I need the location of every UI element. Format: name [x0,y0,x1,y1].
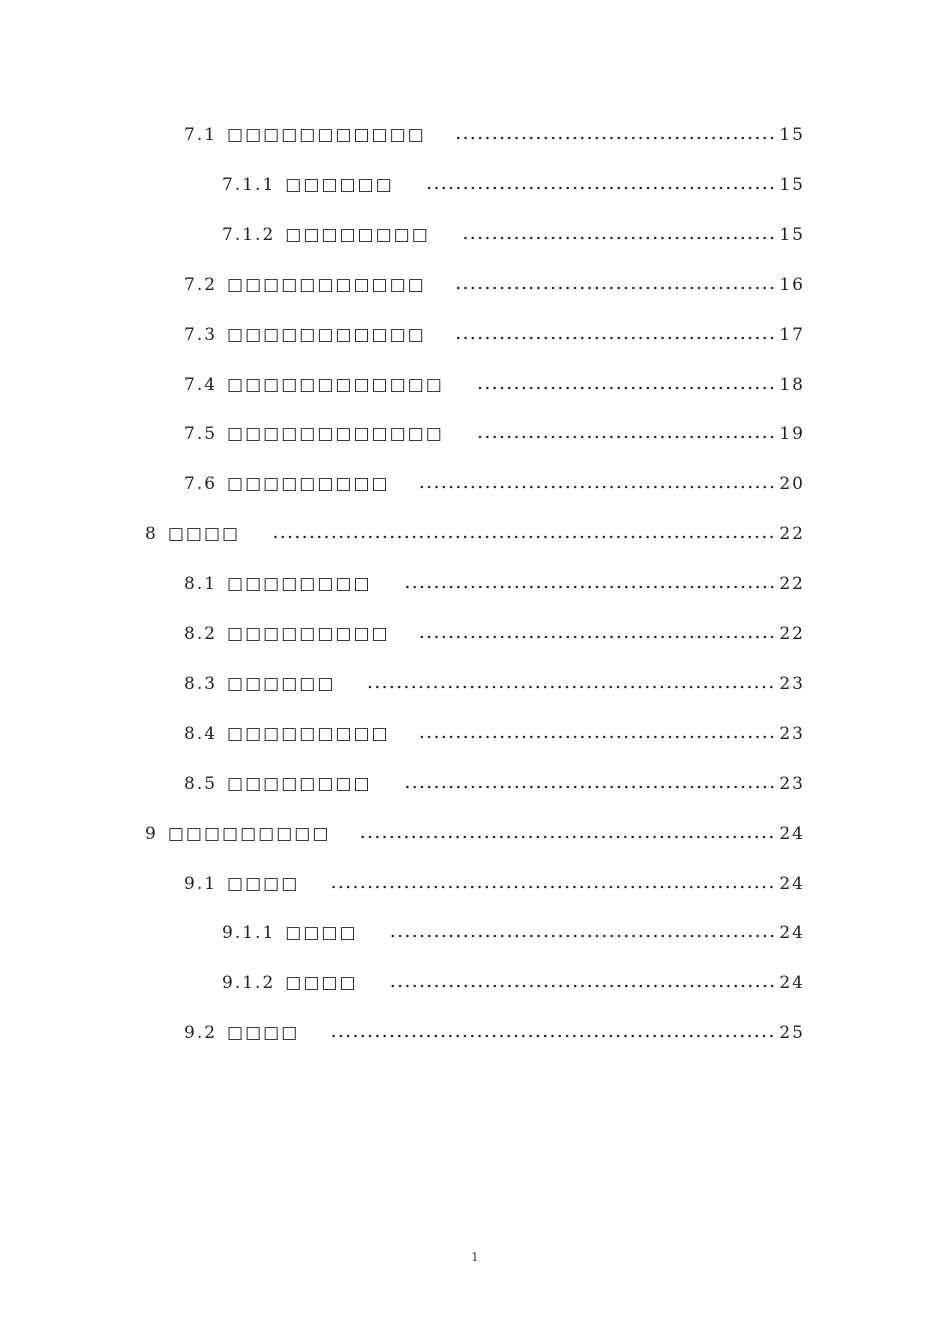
toc-entry[interactable] [184,322,805,348]
toc-entry-number: 7.3 [184,324,218,345]
toc-entry[interactable] [184,421,805,447]
toc-entry[interactable] [145,821,805,847]
toc-entry[interactable] [184,471,805,497]
toc-entry-page: 15 [779,125,805,145]
toc-entry[interactable] [222,920,805,946]
toc-entry-title: □□□□□□□□□□□ [227,324,426,345]
toc-entry-title: □□□□□□□□ [227,773,372,794]
toc-entry-title: □□□□□□□□□ [167,823,331,844]
dot-leader [474,386,776,390]
toc-entry-number: 7.6 [184,474,218,495]
toc-entry[interactable] [184,372,805,398]
dot-leader [456,286,776,290]
dot-leader [460,236,776,240]
toc-entry-title: □□□□□□□□□ [227,624,390,644]
toc-entry-title: □□□□□□□□□□□□ [227,374,444,395]
toc-entry-number: 8.5 [184,773,218,794]
dot-leader [388,984,776,988]
toc-entry-title: □□□□□□□□□□□ [227,274,426,295]
toc-entry-page: 22 [779,524,805,545]
toc-entry-number: 9.1 [184,873,218,894]
toc-entry-title: □□□□ [285,973,358,994]
toc-entry-title: □□□□□□□□ [227,574,372,595]
toc-entry-page: 22 [779,574,805,595]
page-number: 1 [471,1250,479,1264]
toc-entry[interactable] [184,272,805,298]
toc-entry-number: 8.3 [184,673,218,694]
dot-leader [402,585,776,589]
dot-leader [365,685,775,689]
toc-entry-page: 16 [779,274,805,295]
toc-entry-number: 7.1.1 [222,174,276,195]
toc-entry-page: 23 [779,723,805,744]
toc-entry[interactable] [184,871,805,897]
toc-entry-number: 8.2 [184,624,218,644]
toc-entry-page: 19 [779,424,805,445]
toc-entry-title: □□□□ [167,524,241,545]
toc-entry-page: 23 [779,773,805,794]
toc-entry-title: □□□□□□□□□□□ [227,125,426,145]
toc-entry-title: □□□□ [285,923,358,944]
toc-entry[interactable] [184,1020,805,1046]
toc-entry-page: 15 [779,174,805,195]
toc-entry-number: 8 [145,524,158,545]
dot-leader [388,934,776,938]
dot-leader [456,336,776,340]
toc-entry[interactable] [184,671,805,697]
toc-entry[interactable] [184,771,805,797]
toc-entry-number: 7.2 [184,274,218,295]
toc-entry[interactable] [184,122,805,148]
toc-entry-title: □□□□ [227,873,300,894]
toc-entry-page: 22 [779,624,805,644]
toc-entry-number: 8.4 [184,723,218,744]
dot-leader [424,186,776,190]
dot-leader [360,835,775,839]
toc-entry-title: □□□□□□□□□ [227,723,390,744]
toc-entry-title: □□□□□□□□□□□□ [227,424,444,445]
toc-entry-number: 9.1.2 [222,973,276,994]
toc-entry-page: 18 [779,374,805,395]
toc-entry-title: □□□□□□□□ [285,224,430,245]
toc-entry[interactable] [222,222,805,248]
toc-entry-number: 8.1 [184,574,218,595]
toc-entry-page: 15 [779,224,805,245]
toc-entry-page: 23 [779,673,805,694]
toc-entry-page: 24 [779,873,805,894]
toc-entry[interactable] [145,521,805,547]
toc-entry[interactable] [184,571,805,597]
dot-leader [270,535,775,539]
toc-entry-number: 7.4 [184,374,218,395]
toc-entry-page: 24 [779,973,805,994]
dot-leader [474,435,776,439]
dot-leader [329,885,775,889]
toc-entry-number: 9.2 [184,1023,218,1044]
toc-entry-page: 17 [779,324,805,345]
toc-entry-page: 24 [779,823,805,844]
toc-entry[interactable] [222,970,805,996]
toc-entry[interactable] [184,721,805,747]
toc-entry-page: 20 [779,474,805,495]
dot-leader [329,1034,775,1038]
toc-entry-title: □□□□□□□□□ [227,474,390,495]
toc-entry-page: 24 [779,923,805,944]
toc-entry-number: 7.1 [184,125,218,145]
dot-leader [420,635,776,639]
toc-entry-number: 9 [145,823,158,844]
toc-entry-title: □□□□□□ [227,673,336,694]
toc-entry-number: 7.5 [184,424,218,445]
toc-entry-page: 25 [779,1023,805,1044]
dot-leader [420,485,776,489]
toc-entry[interactable] [184,621,805,647]
dot-leader [420,735,776,739]
toc-entry-number: 9.1.1 [222,923,276,944]
toc-entry[interactable] [222,172,805,198]
toc-entry-number: 7.1.2 [222,224,276,245]
dot-leader [456,136,776,140]
dot-leader [402,785,776,789]
toc-entry-title: □□□□ [227,1023,300,1044]
toc-entry-title: □□□□□□ [285,174,394,195]
